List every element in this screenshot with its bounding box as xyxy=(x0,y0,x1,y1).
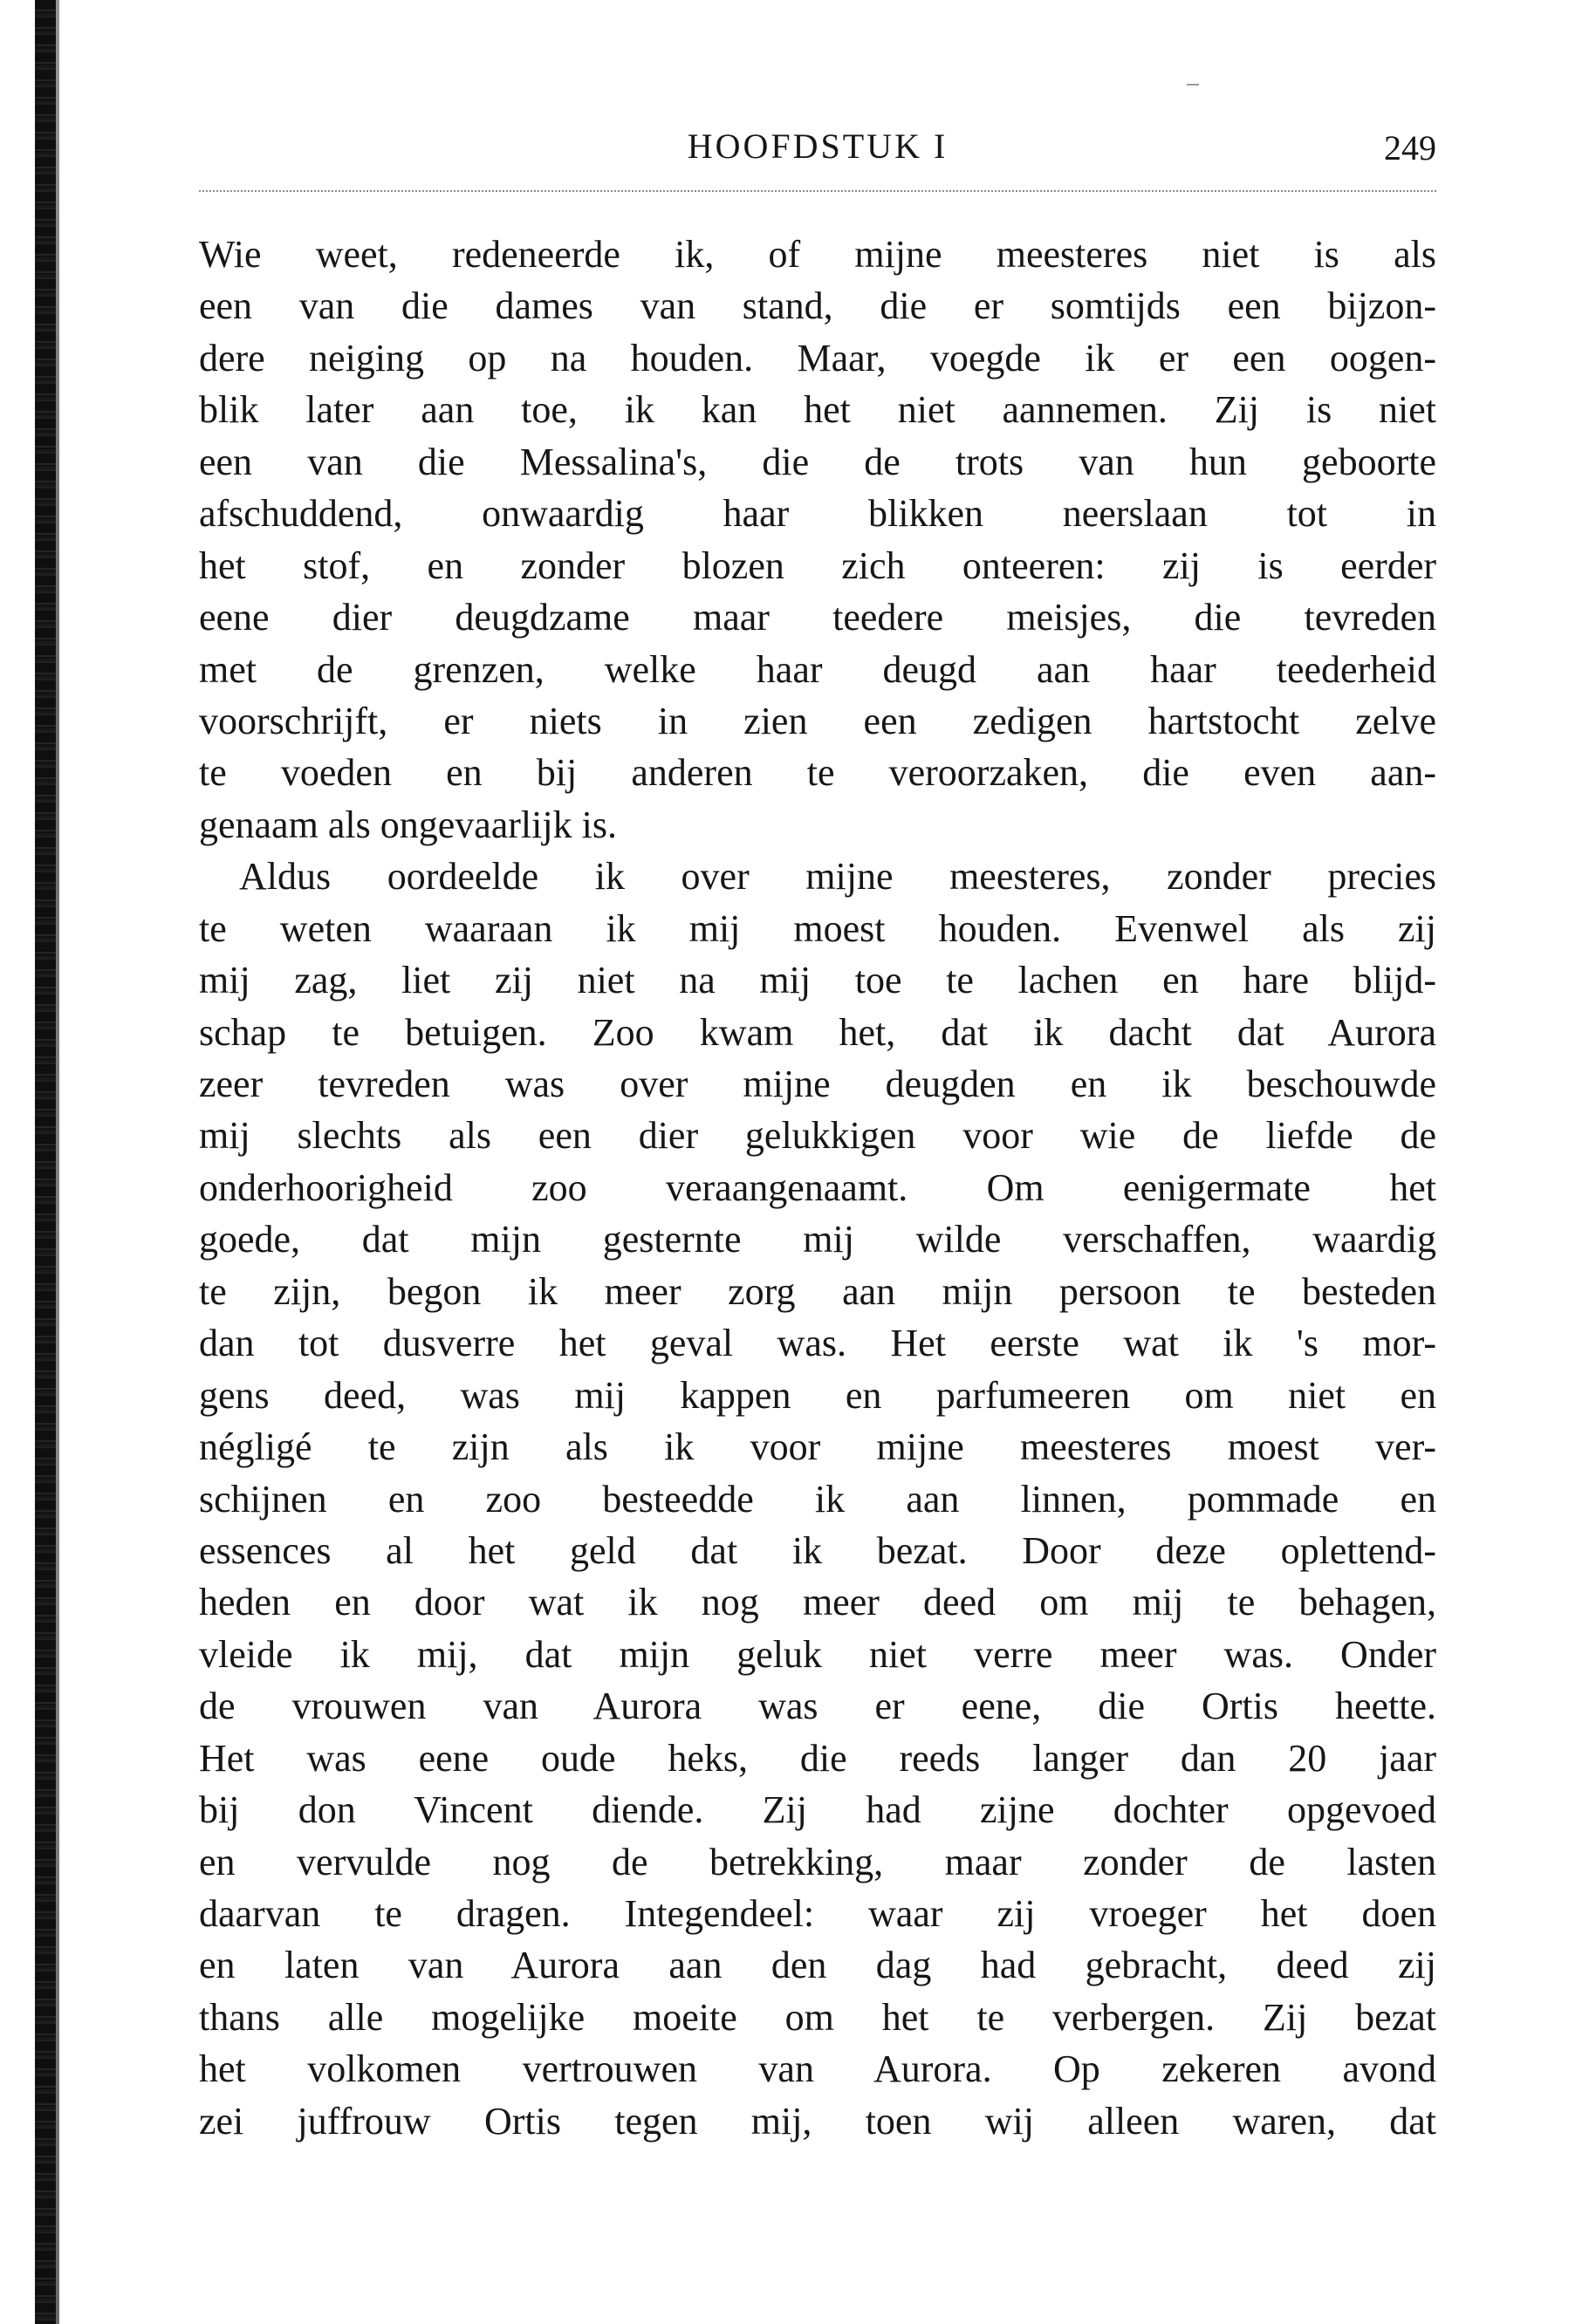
text-line: eene dier deugdzame maar teedere meisjes, die tevreden xyxy=(199,596,1436,639)
body-text xyxy=(199,229,1436,2147)
text-line: blik later aan toe, ik kan het niet aannemen. Zij is niet xyxy=(199,388,1436,432)
text-line: voorschrijft, er niets in zien een zedigen hartstocht zelve xyxy=(199,699,1436,742)
text-line: een van die Messalina's, die de trots van hun geboorte xyxy=(199,440,1436,483)
book-binding-edge xyxy=(35,0,56,2324)
text-line: Wie weet, redeneerde ik, of mijne meesteres niet is als xyxy=(199,233,1436,276)
text-line: met de grenzen, welke haar deugd aan haar teederheid xyxy=(199,647,1436,691)
running-header xyxy=(199,122,1436,174)
text-line-paragraph-end: genaam als ongevaarlijk is. xyxy=(199,803,617,846)
text-line: Het was eene oude heks, die reeds langer dan 20 jaar xyxy=(199,1736,1436,1780)
text-line: het volkomen vertrouwen van Aurora. Op zekeren avond xyxy=(199,2047,1436,2091)
text-line: heden en door wat ik nog meer deed om mij te behagen, xyxy=(199,1581,1436,1624)
text-line: te zijn, begon ik meer zorg aan mijn persoon te besteden xyxy=(199,1269,1436,1313)
text-line: dere neiging op na houden. Maar, voegde ik er een oogen- xyxy=(199,336,1436,379)
text-line: en laten van Aurora aan den dag had gebracht, deed zij xyxy=(199,1944,1436,1987)
text-line: de vrouwen van Aurora was er eene, die Ortis heette. xyxy=(199,1685,1436,1728)
text-line: vleide ik mij, dat mijn geluk niet verre meer was. Onder xyxy=(199,1632,1436,1676)
book-binding-shadow xyxy=(56,0,59,2324)
text-line: mij zag, liet zij niet na mij toe te lachen en hare blijd- xyxy=(199,959,1436,1002)
text-line: mij slechts als een dier gelukkigen voor wie de liefde de xyxy=(199,1114,1436,1158)
text-line: en vervulde nog de betrekking, maar zonder de lasten xyxy=(199,1840,1436,1883)
text-line: bij don Vincent diende. Zij had zijne dochter opgevoed xyxy=(199,1788,1436,1832)
running-title: HOOFDSTUK I xyxy=(687,126,949,166)
text-line: dan tot dusverre het geval was. Het eerste wat ik 's mor- xyxy=(199,1322,1436,1365)
text-line: een van die dames van stand, die er somtijds een bijzon- xyxy=(199,284,1436,328)
text-line: onderhoorigheid zoo veraangenaamt. Om eenigermate het xyxy=(199,1165,1436,1209)
text-line: daarvan te dragen. Integendeel: waar zij vroeger het doen xyxy=(199,1892,1436,1935)
text-line: te weten waaraan ik mij moest houden. Evenwel als zij xyxy=(199,906,1436,950)
text-line: schijnen en zoo besteedde ik aan linnen, pommade en xyxy=(199,1477,1436,1521)
text-line: te voeden en bij anderen te veroorzaken, die even aan- xyxy=(199,751,1436,795)
text-line: essences al het geld dat ik bezat. Door deze oplettend- xyxy=(199,1528,1436,1572)
text-line: goede, dat mijn gesternte mij wilde verschaffen, waardig xyxy=(199,1218,1436,1261)
text-line: zeer tevreden was over mijne deugden en ik beschouwde xyxy=(199,1063,1436,1105)
text-line: afschuddend, onwaardig haar blikken neerslaan tot in xyxy=(199,492,1436,536)
page-number: 249 xyxy=(1384,128,1436,167)
text-line: zei juffrouw Ortis tegen mij, toen wij alleen waren, dat xyxy=(199,2099,1436,2143)
text-line: gens deed, was mij kappen en parfumeeren om niet en xyxy=(199,1373,1436,1417)
print-speck xyxy=(1187,84,1199,85)
header-rule xyxy=(199,190,1436,192)
text-line-paragraph-start: Aldus oordeelde ik over mijne meesteres, zonder precies xyxy=(239,855,1436,899)
text-line: négligé te zijn als ik voor mijne meesteres moest ver- xyxy=(199,1425,1436,1469)
text-line: het stof, en zonder blozen zich onteeren: zij is eerder xyxy=(199,543,1436,587)
text-line: schap te betuigen. Zoo kwam het, dat ik dacht dat Aurora xyxy=(199,1010,1436,1054)
text-line: thans alle mogelijke moeite om het te verbergen. Zij bezat xyxy=(199,1995,1436,2039)
